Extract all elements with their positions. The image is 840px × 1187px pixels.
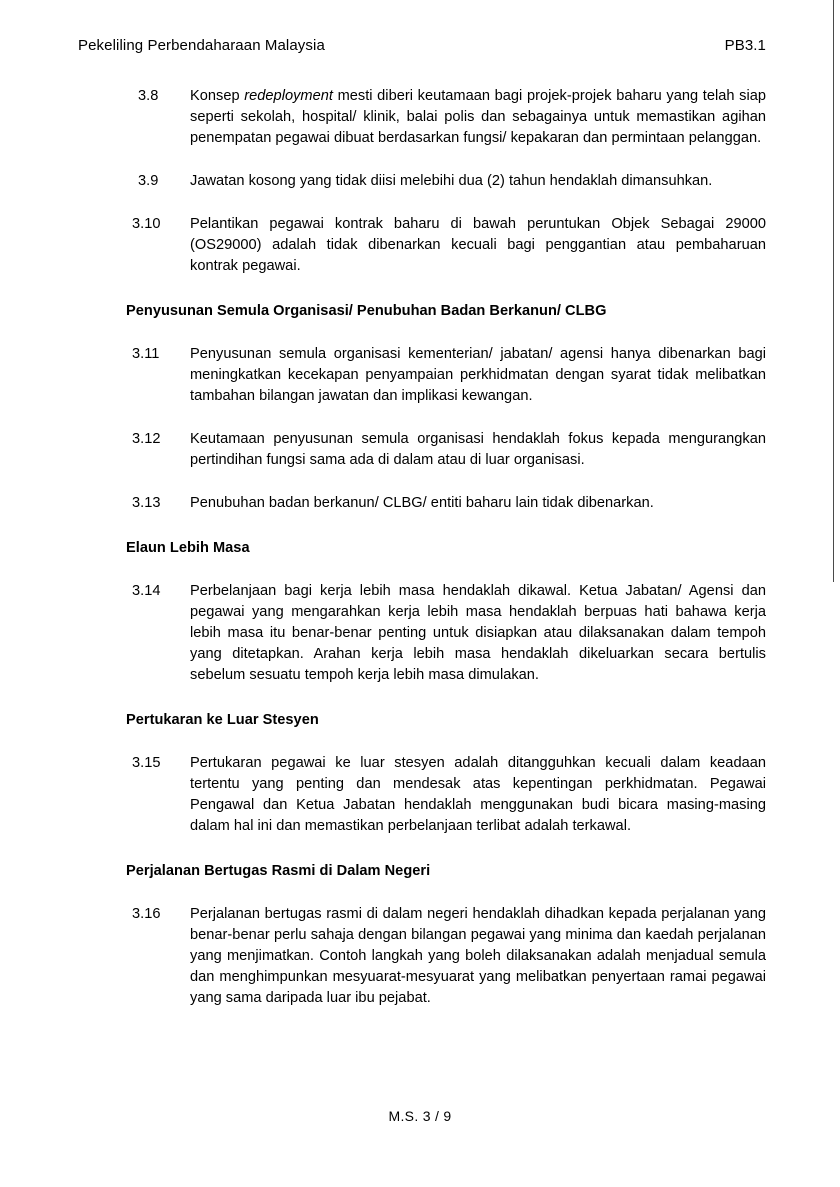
clause-number: 3.13 bbox=[132, 495, 161, 511]
spacer bbox=[126, 837, 766, 861]
clause-3-11 bbox=[126, 344, 766, 407]
section-heading-perjalanan-bertugas-rasmi: Perjalanan Bertugas Rasmi di Dalam Negeri bbox=[126, 863, 431, 879]
spacer bbox=[126, 882, 766, 904]
spacer bbox=[126, 322, 766, 344]
clause-3-14 bbox=[126, 581, 766, 686]
clause-number: 3.9 bbox=[138, 173, 159, 189]
spacer bbox=[126, 471, 766, 493]
clause-3-15 bbox=[126, 753, 766, 837]
clause-number: 3.14 bbox=[132, 583, 161, 599]
clause-text-italic-term: redeployment bbox=[244, 88, 333, 104]
document-header bbox=[78, 36, 766, 56]
header-circular-code: PB3.1 bbox=[724, 37, 766, 54]
clause-text: Penubuhan badan berkanun/ CLBG/ entiti baharu lain tidak dibenarkan. bbox=[190, 495, 654, 511]
clause-text: Perbelanjaan bagi kerja lebih masa hendaklah dikawal. Ketua Jabatan/ Agensi dan pegawai yang mengarahkan kerja lebih masa hendaklah berpuas hati bahawa kerja lebih masa itu benar-benar penting untuk disiapkan atau dilaksanakan dalam tempoh yang ditetapkan. Arahan kerja lebih masa hendaklah dikeluarkan secara bertulis sebelum sesuatu tempoh kerja lebih masa dimulakan. bbox=[190, 583, 766, 683]
spacer bbox=[126, 686, 766, 710]
spacer bbox=[126, 149, 766, 171]
spacer bbox=[126, 407, 766, 429]
clause-text: Pelantikan pegawai kontrak baharu di bawah peruntukan Objek Sebagai 29000 (OS29000) adalah tidak dibenarkan kecuali bagi penggantian atau pembaharuan kontrak pegawai. bbox=[190, 216, 766, 274]
section-heading-penyusunan-semula-organisasi: Penyusunan Semula Organisasi/ Penubuhan Badan Berkanun/ CLBG bbox=[126, 303, 607, 319]
clause-text: Perjalanan bertugas rasmi di dalam negeri hendaklah dihadkan kepada perjalanan yang benar-benar perlu sahaja dengan bilangan pegawai yang minima dan kaedah perjalanan yang menjimatkan. Contoh langkah yang boleh dilaksanakan adalah menjadual semula dan menghimpunkan mesyuarat-mesyuarat yang melibatkan penyertaan ramai pegawai yang sama daripada luar ibu pejabat. bbox=[190, 906, 766, 1006]
section-heading-pertukaran-ke-luar-stesyen: Pertukaran ke Luar Stesyen bbox=[126, 712, 319, 728]
clause-3-13 bbox=[126, 493, 766, 514]
clause-3-10 bbox=[126, 214, 766, 277]
clause-number: 3.8 bbox=[138, 88, 159, 104]
clause-number: 3.16 bbox=[132, 906, 161, 922]
clause-3-16 bbox=[126, 904, 766, 1009]
clause-3-12 bbox=[126, 429, 766, 471]
clause-number: 3.11 bbox=[132, 346, 160, 362]
spacer bbox=[126, 559, 766, 581]
spacer bbox=[126, 514, 766, 538]
clause-text-part-2: mesti diberi keutamaan bagi projek-projek baharu yang telah siap seperti sekolah, hospital/ klinik, balai polis dan sebagainya untuk memastikan agihan penempatan pegawai dibuat berdasarkan fungsi/ kepakaran dan permintaan pelanggan. bbox=[190, 88, 766, 146]
clause-text: Penyusunan semula organisasi kementerian/ jabatan/ agensi hanya dibenarkan bagi meningkatkan kecekapan penyampaian perkhidmatan dengan syarat tidak melibatkan tambahan bilangan jawatan dan implikasi kewangan. bbox=[190, 346, 766, 404]
page-number-label: M.S. 3 / 9 bbox=[388, 1108, 452, 1124]
scan-artifact-line bbox=[833, 0, 834, 582]
spacer bbox=[126, 192, 766, 214]
clause-text: Pertukaran pegawai ke luar stesyen adalah ditangguhkan kecuali dalam keadaan tertentu yang penting dan mendesak atas kepentingan perkhidmatan. Pegawai Pengawal dan Ketua Jabatan hendaklah menggunakan budi bicara masing-masing dalam hal ini dan memastikan perbelanjaan terlibat adalah terkawal. bbox=[190, 755, 766, 834]
section-heading-elaun-lebih-masa: Elaun Lebih Masa bbox=[126, 540, 250, 556]
clause-number: 3.12 bbox=[132, 431, 161, 447]
clause-3-9 bbox=[126, 171, 766, 192]
document-body bbox=[126, 86, 766, 1009]
clause-number: 3.10 bbox=[132, 216, 161, 232]
clause-text: Keutamaan penyusunan semula organisasi hendaklah fokus kepada mengurangkan pertindihan fungsi sama ada di dalam atau di luar organisasi. bbox=[190, 431, 766, 468]
clause-number: 3.15 bbox=[132, 755, 161, 771]
document-footer bbox=[0, 1107, 840, 1125]
spacer bbox=[126, 731, 766, 753]
clause-text bbox=[190, 86, 766, 149]
clause-text-part-1: Konsep bbox=[190, 88, 245, 104]
spacer bbox=[126, 277, 766, 301]
clause-text: Jawatan kosong yang tidak diisi melebihi dua (2) tahun hendaklah dimansuhkan. bbox=[190, 173, 713, 189]
header-document-title: Pekeliling Perbendaharaan Malaysia bbox=[78, 37, 325, 54]
clause-3-8 bbox=[126, 86, 766, 149]
